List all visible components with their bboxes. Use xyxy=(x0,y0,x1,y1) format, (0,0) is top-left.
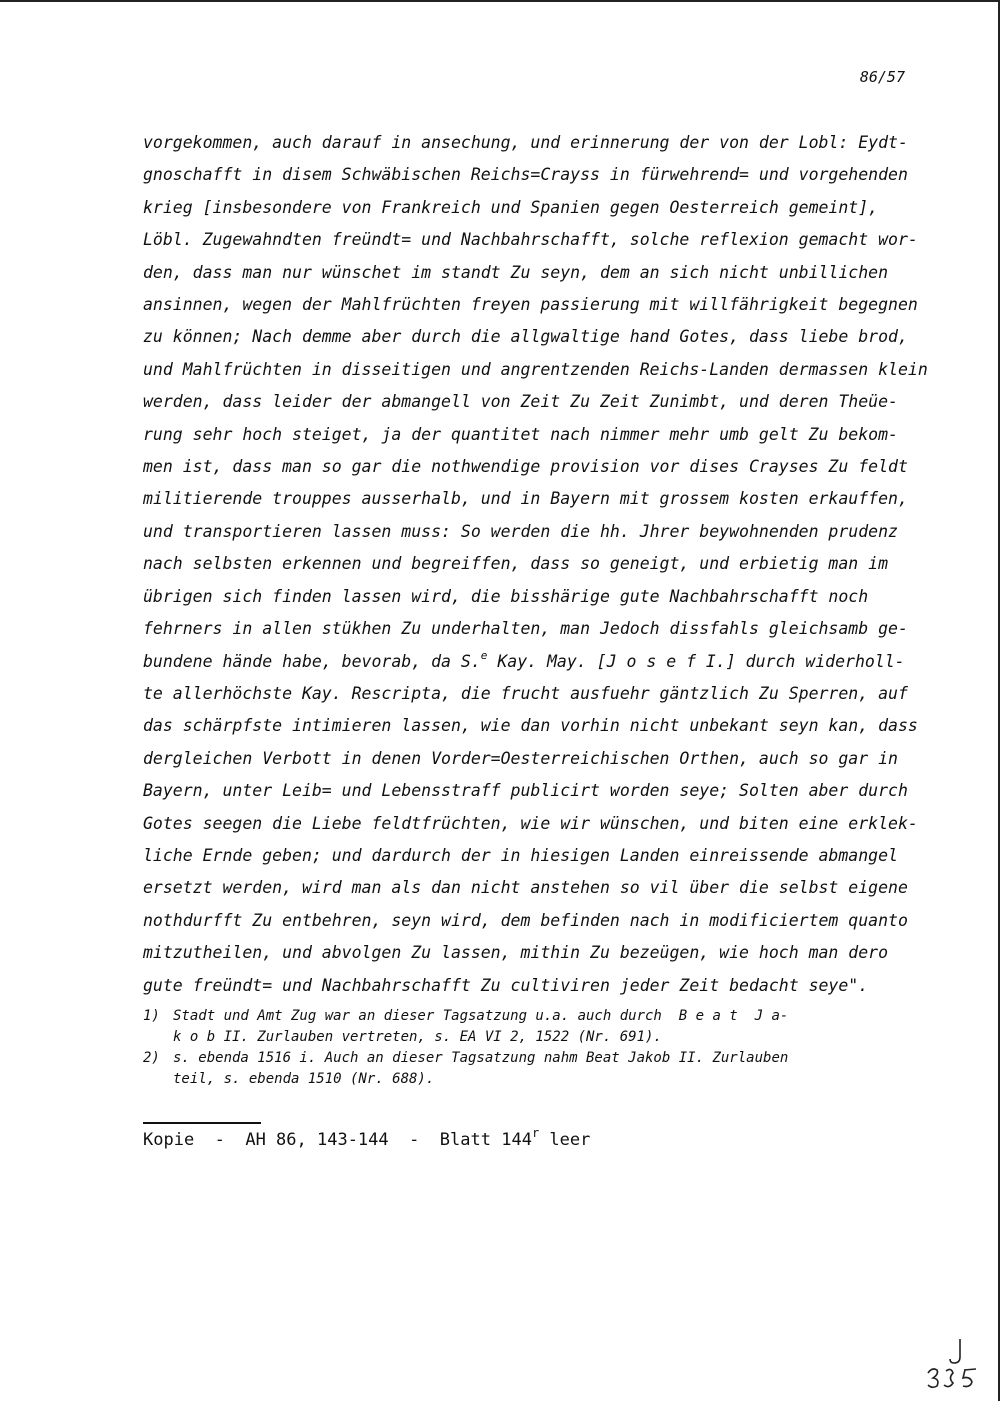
footnotes xyxy=(143,1006,923,1090)
body-line: ersetzt werden, wird man als dan nicht anstehen so vil über die selbst eigene xyxy=(143,878,908,898)
body-line: übrigen sich finden lassen wird, die bisshärige gute Nachbahrschafft noch xyxy=(143,586,869,606)
footnote-2 xyxy=(143,1048,923,1090)
body-line: und Mahlfrüchten in disseitigen und angrentzenden Reichs-Landen dermassen klein xyxy=(143,359,928,379)
body-line: te allerhöchste Kay. Rescripta, die frucht ausfuehr gäntzlich Zu Sperren, auf xyxy=(143,683,908,703)
source-text: Kopie - AH 86, 143-144 - Blatt 144 xyxy=(143,1130,532,1150)
footnote-line: Stadt und Amt Zug war an dieser Tagsatzung u.a. auch durch B e a t J a- xyxy=(173,1008,789,1024)
handwritten-mark-icon xyxy=(920,1333,980,1393)
footnote-text xyxy=(173,1006,788,1048)
body-line: zu können; Nach demme aber durch die allgwaltige hand Gotes, dass liebe brod, xyxy=(143,327,908,347)
footnote-text xyxy=(173,1048,788,1090)
body-text xyxy=(143,127,943,1002)
body-line-end: Kay. May. [J o s e f I.] durch widerholl- xyxy=(487,651,905,671)
body-line: nothdurfft Zu entbehren, seyn wird, dem befinden nach in modificiertem quanto xyxy=(143,910,908,930)
body-line: Löbl. Zugewahndten freündt= und Nachbahrschafft, solche reflexion gemacht wor- xyxy=(143,230,918,250)
source-line xyxy=(143,1126,591,1150)
body-line xyxy=(143,646,943,678)
body-line-start: bundene hände habe, bevorab, da S. xyxy=(143,651,481,671)
superscript-e: e xyxy=(480,648,488,662)
body-line: Bayern, unter Leib= und Lebensstraff publicirt worden seye; Solten aber durch xyxy=(143,781,908,801)
footnote-line: s. ebenda 1516 i. Auch an dieser Tagsatzung nahm Beat Jakob II. Zurlauben xyxy=(173,1050,789,1066)
footnote-1 xyxy=(143,1006,923,1048)
page-number: 86/57 xyxy=(859,68,905,86)
source-divider xyxy=(143,1122,261,1124)
page-edge-top xyxy=(0,0,1000,2)
body-line: gnoschafft in disem Schwäbischen Reichs=Crayss in fürwehrend= und vorgehenden xyxy=(143,165,908,185)
body-line: und transportieren lassen muss: So werden die hh. Jhrer beywohnenden prudenz xyxy=(143,521,898,541)
footnote-number: 2) xyxy=(143,1050,160,1066)
body-line: das schärpfste intimieren lassen, wie dan vorhin nicht unbekant seyn kan, dass xyxy=(143,716,918,736)
body-line: liche Ernde geben; und dardurch der in hiesigen Landen einreissende abmangel xyxy=(143,845,898,865)
body-line: militierende trouppes ausserhalb, und in Bayern mit grossem kosten erkauffen, xyxy=(143,489,908,509)
body-line: dergleichen Verbott in denen Vorder=Oesterreichischen Orthen, auch so gar in xyxy=(143,748,898,768)
body-line: krieg [insbesondere von Frankreich und Spanien gegen Oesterreich gemeint], xyxy=(143,197,879,217)
footnote-line: teil, s. ebenda 1510 (Nr. 688). xyxy=(173,1071,435,1087)
body-line: men ist, dass man so gar die nothwendige provision vor dises Crayses Zu feldt xyxy=(143,457,908,477)
body-line: gute freündt= und Nachbahrschafft Zu cultiviren jeder Zeit bedacht seye". xyxy=(143,975,869,995)
footnote-number: 1) xyxy=(143,1008,160,1024)
body-line: den, dass man nur wünschet im standt Zu seyn, dem an sich nicht unbillichen xyxy=(143,262,889,282)
body-line: vorgekommen, auch darauf in ansechung, und erinnerung der von der Lobl: Eydt- xyxy=(143,133,908,152)
body-line: nach selbsten erkennen und begreiffen, dass so geneigt, und erbietig man im xyxy=(143,554,889,574)
source-superscript: r xyxy=(531,1126,540,1140)
body-line: werden, dass leider der abmangell von Zeit Zu Zeit Zunimbt, und deren Theüe- xyxy=(143,392,898,412)
body-line: fehrners in allen stükhen Zu underhalten, man Jedoch dissfahls gleichsamb ge- xyxy=(143,619,908,639)
footnote-line: k o b II. Zurlauben vertreten, s. EA VI 2, 1522 (Nr. 691). xyxy=(173,1029,662,1045)
body-line: ansinnen, wegen der Mahlfrüchten freyen passierung mit willfährigkeit begegnen xyxy=(143,295,918,315)
body-line: mitzutheilen, und abvolgen Zu lassen, mithin Zu bezeügen, wie hoch man dero xyxy=(143,943,889,963)
source-text-end: leer xyxy=(539,1130,591,1150)
body-line: rung sehr hoch steiget, ja der quantitet nach nimmer mehr umb gelt Zu bekom- xyxy=(143,424,898,444)
body-line: Gotes seegen die Liebe feldtfrüchten, wie wir wünschen, und biten eine erklek- xyxy=(143,813,918,833)
